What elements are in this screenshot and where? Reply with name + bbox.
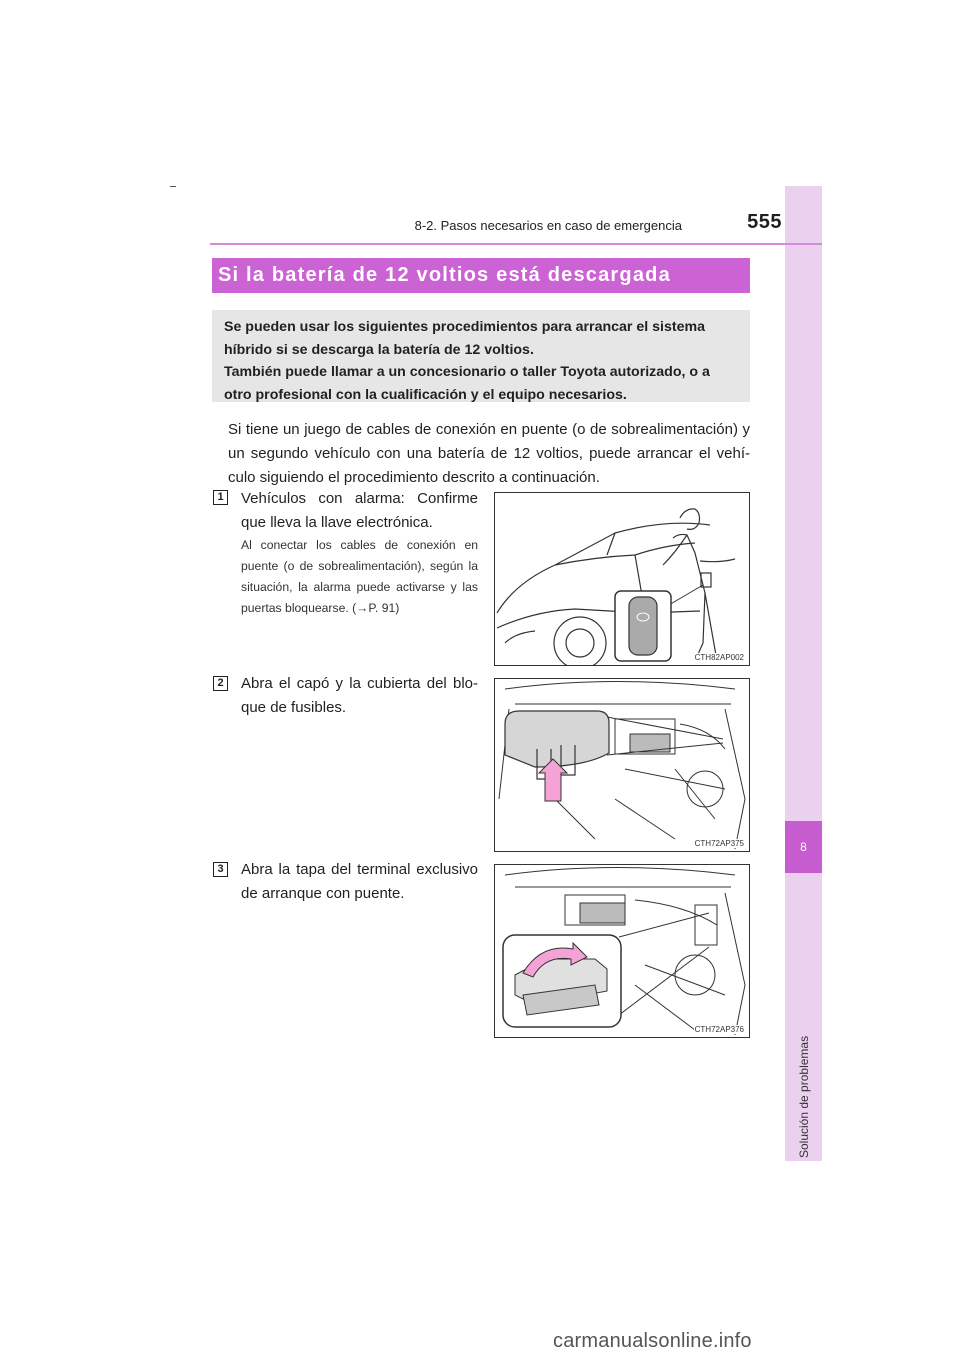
page-number: 555 [747,211,782,233]
figure-code: CTH82AP002 [694,653,744,662]
figure-fuse-cover [494,678,750,852]
side-tab-upper [785,186,822,821]
section-title: Si la batería de 12 voltios está descargada [212,258,750,293]
figure-code: CTH72AP375 [694,839,744,848]
figure-smart-key [494,492,750,666]
chapter-title-tab: Solución de problemas [797,1035,811,1158]
step-1-note: Al conectar los cables de conexión en puente (o de sobrealimentación), según la situación, la alarma puede activarse y las puertas bloquearse. (→P. 91) [241,538,478,615]
intro-box [212,310,750,402]
engine-bay-terminal-illustration [495,865,749,1037]
step-3-number: 3 [213,862,228,877]
intro-line-2: También puede llamar a un concesionario o taller Toyota autorizado, o a otro profesional con la cualificación y el equipo necesarios. [224,364,710,403]
chapter-number-tab: 8 [785,821,822,873]
step-3-text: Abra la tapa del terminal exclusivo de arranque con puente. [241,861,478,902]
fuse-cover-inset [505,711,609,767]
step-2-text: Abra el capó y la cubierta del blo-que de fusibles. [241,675,478,716]
intro-line-1: Se pueden usar los siguientes procedimientos para arrancar el sistema híbrido si se descarga la batería de 12 voltios. [224,319,705,358]
car-door-key-illustration [495,493,749,665]
step-1-text: Vehículos con alarma: Confirme que lleva la llave electrónica. [241,490,478,531]
section-header: 8-2. Pasos necesarios en caso de emergencia [414,218,682,233]
header-rule [210,243,822,245]
figure-code: CTH72AP376 [694,1025,744,1034]
engine-bay-fuse-illustration [495,679,749,851]
step-2-number: 2 [213,676,228,691]
smart-key-icon [629,597,657,655]
figure-jump-terminal [494,864,750,1038]
watermark: carmanualsonline.info [553,1330,752,1352]
body-paragraph: Si tiene un juego de cables de conexión en puente (o de sobrealimentación) y un segundo vehículo con una batería de 12 voltios, puede arrancar el vehí-culo siguiendo el procedimiento descrito a continuación. [228,421,750,486]
step-1-number: 1 [213,490,228,505]
corner-mark [170,186,176,187]
